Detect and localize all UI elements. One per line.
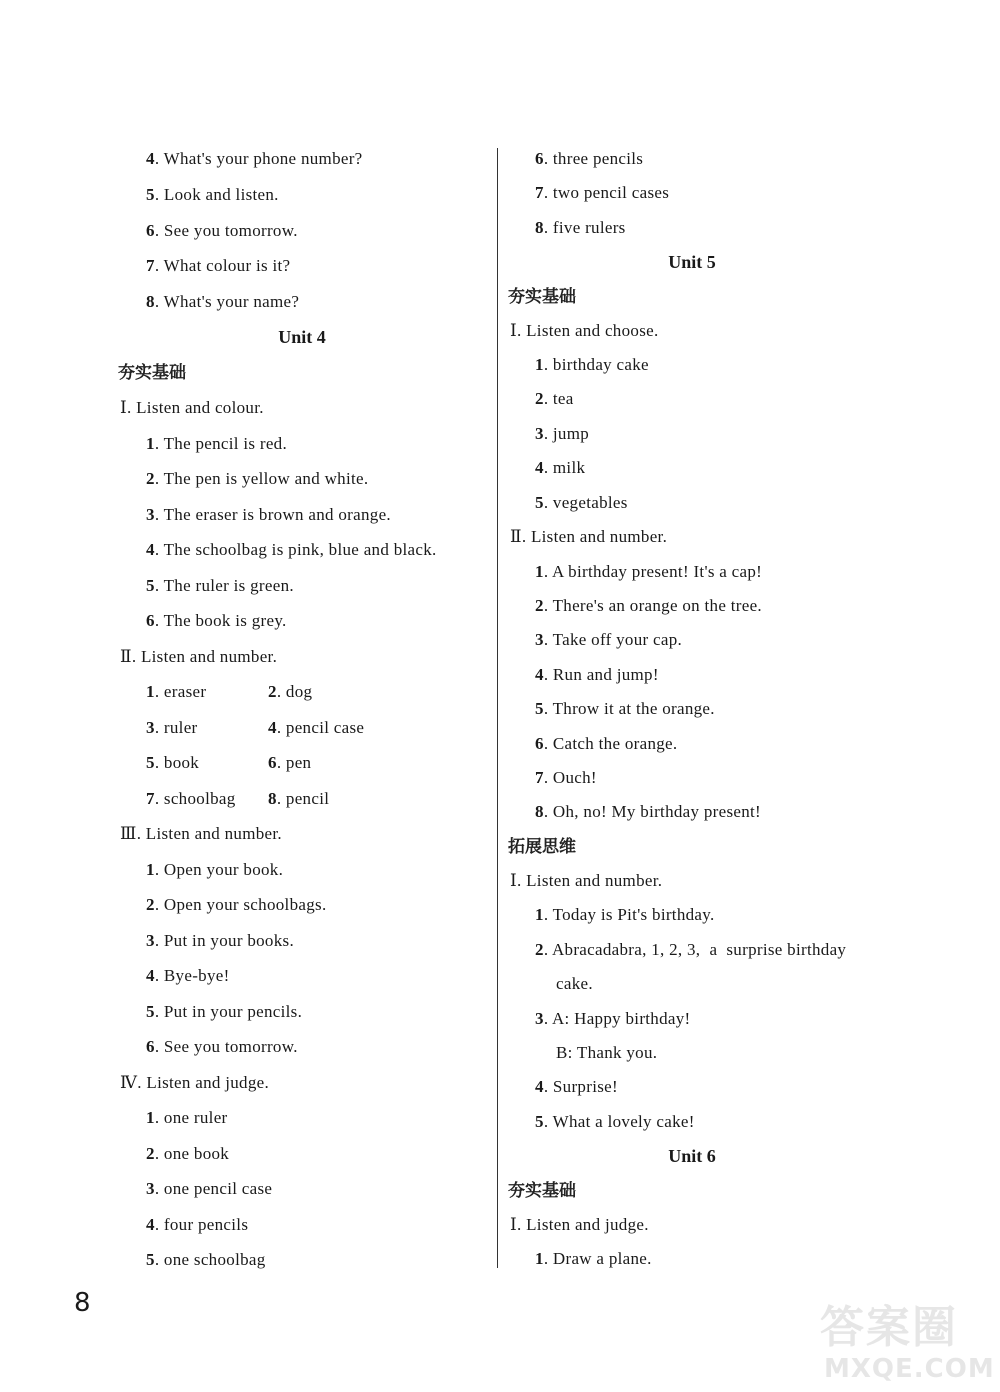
list-item: 3. The eraser is brown and orange. xyxy=(146,505,391,524)
list-item: 5. book xyxy=(146,753,200,772)
list-item: 1. Today is Pit's birthday. xyxy=(535,905,715,924)
list-item: 7. Ouch! xyxy=(535,768,597,787)
watermark-logo: 答案圈 xyxy=(820,1302,958,1353)
list-item: 3. one pencil case xyxy=(146,1179,273,1198)
list-item: 5. one schoolbag xyxy=(146,1250,266,1269)
exercise-header: Ⅰ. Listen and colour. xyxy=(120,398,264,417)
list-item: 3. ruler xyxy=(146,718,198,737)
exercise-header: Ⅰ. Listen and judge. xyxy=(510,1215,649,1234)
section-heading: 夯实基础 xyxy=(508,1181,576,1201)
list-item: 1. birthday cake xyxy=(535,355,649,374)
list-item: 5. Look and listen. xyxy=(146,185,279,204)
list-item: 1. The pencil is red. xyxy=(146,434,288,453)
list-item-continuation: B: Thank you. xyxy=(556,1043,658,1062)
list-item: 7. two pencil cases xyxy=(535,183,670,202)
watermark xyxy=(820,1302,995,1388)
unit-5-title: Unit 5 xyxy=(668,252,716,272)
list-item: 4. pencil case xyxy=(268,718,365,737)
list-item-continuation: cake. xyxy=(556,974,593,993)
list-item: 2. dog xyxy=(268,682,313,701)
list-item: 3. Take off your cap. xyxy=(535,630,683,649)
list-item: 4. milk xyxy=(535,458,586,477)
list-item: 6. Catch the orange. xyxy=(535,734,678,753)
column-divider xyxy=(497,148,498,1268)
section-heading: 拓展思维 xyxy=(508,837,576,857)
list-item: 6. See you tomorrow. xyxy=(146,1037,298,1056)
list-item: 3. Put in your books. xyxy=(146,931,294,950)
list-item: 2. tea xyxy=(535,389,574,408)
list-item: 4. Surprise! xyxy=(535,1077,618,1096)
list-item: 4. What's your phone number? xyxy=(146,149,363,168)
exercise-header: Ⅰ. Listen and number. xyxy=(510,871,663,890)
list-item: 7. schoolbag xyxy=(146,789,236,808)
list-item: 2. Open your schoolbags. xyxy=(146,895,327,914)
list-item: 2. Abracadabra, 1, 2, 3, a surprise birthday xyxy=(535,940,847,959)
section-heading: 夯实基础 xyxy=(508,287,576,307)
list-item: 8. What's your name? xyxy=(146,292,300,311)
list-item: 1. A birthday present! It's a cap! xyxy=(535,562,763,581)
page-number: 8 xyxy=(74,1288,91,1318)
list-item: 6. pen xyxy=(268,753,312,772)
exercise-header: Ⅰ. Listen and choose. xyxy=(510,321,659,340)
list-item: 2. The pen is yellow and white. xyxy=(146,469,369,488)
list-item: 8. five rulers xyxy=(535,218,626,237)
unit-4-title: Unit 4 xyxy=(278,327,326,347)
list-item: 5. The ruler is green. xyxy=(146,576,294,595)
list-item: 4. The schoolbag is pink, blue and black. xyxy=(146,540,437,559)
list-item: 4. four pencils xyxy=(146,1215,249,1234)
exercise-header: Ⅱ. Listen and number. xyxy=(120,647,278,666)
section-heading: 夯实基础 xyxy=(118,363,186,383)
list-item: 7. What colour is it? xyxy=(146,256,291,275)
list-item: 8. Oh, no! My birthday present! xyxy=(535,802,762,821)
list-item: 5. Throw it at the orange. xyxy=(535,699,715,718)
list-item: 4. Run and jump! xyxy=(535,665,659,684)
list-item: 5. Put in your pencils. xyxy=(146,1002,303,1021)
list-item: 1. Open your book. xyxy=(146,860,284,879)
list-item: 4. Bye-bye! xyxy=(146,966,230,985)
list-item: 3. jump xyxy=(535,424,590,443)
list-item: 2. There's an orange on the tree. xyxy=(535,596,762,615)
exercise-header: Ⅳ. Listen and judge. xyxy=(120,1073,270,1092)
list-item: 8. pencil xyxy=(268,789,330,808)
exercise-header: Ⅲ. Listen and number. xyxy=(120,824,282,843)
watermark-site: MXQE.COM xyxy=(824,1354,995,1384)
list-item: 6. The book is grey. xyxy=(146,611,287,630)
list-item: 1. eraser xyxy=(146,682,207,701)
list-item: 1. one ruler xyxy=(146,1108,228,1127)
list-item: 3. A: Happy birthday! xyxy=(535,1009,691,1028)
list-item: 5. What a lovely cake! xyxy=(535,1112,695,1131)
list-item: 6. three pencils xyxy=(535,149,644,168)
list-item: 1. Draw a plane. xyxy=(535,1249,652,1268)
list-item: 5. vegetables xyxy=(535,493,628,512)
list-item: 6. See you tomorrow. xyxy=(146,221,298,240)
exercise-header: Ⅱ. Listen and number. xyxy=(510,527,668,546)
unit-6-title: Unit 6 xyxy=(668,1146,716,1166)
list-item: 2. one book xyxy=(146,1144,230,1163)
